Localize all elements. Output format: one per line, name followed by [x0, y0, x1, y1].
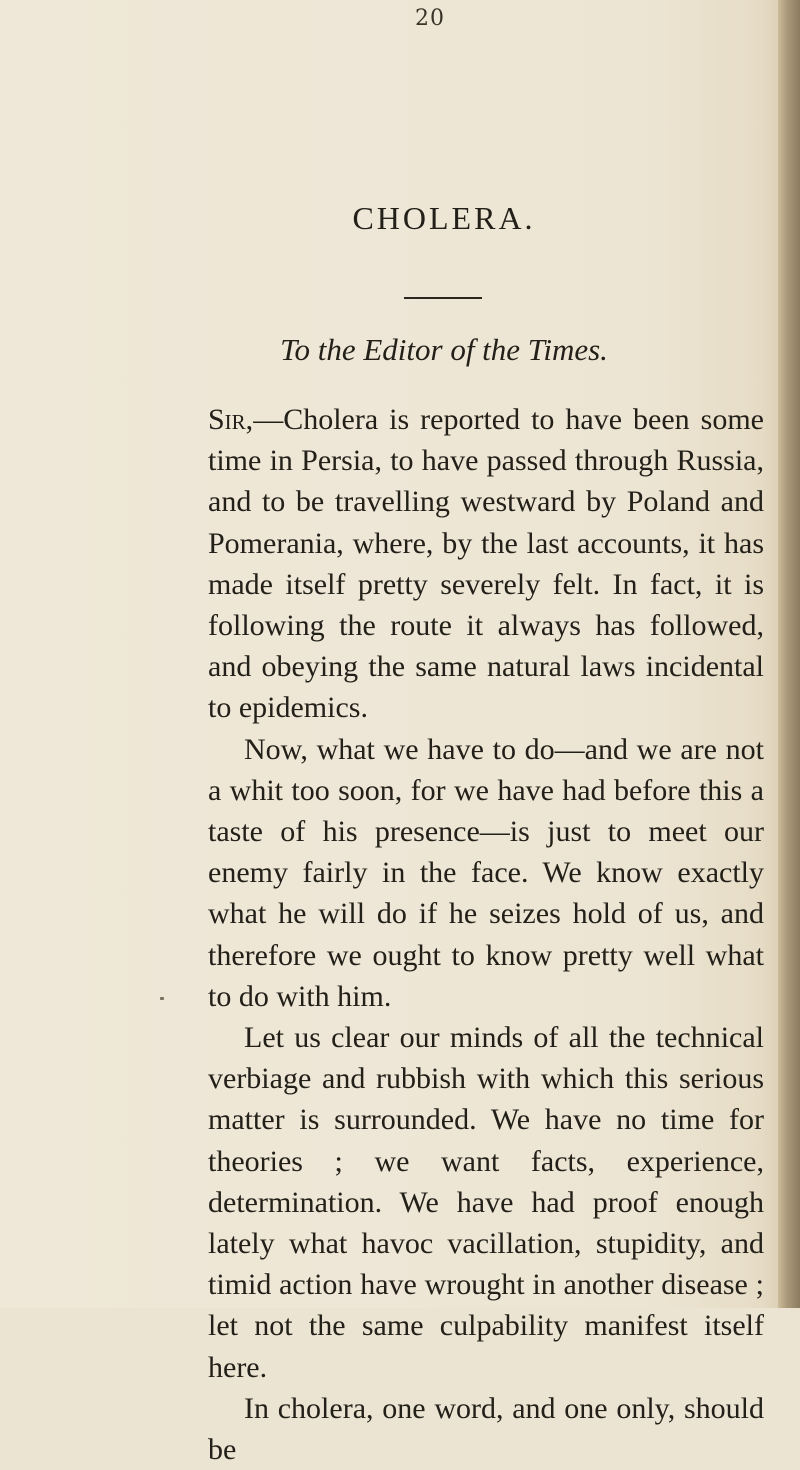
- paragraph-2: Now, what we have to do—and we are not a whit too soon, for we have had before this a taste of his presence—is just to meet our enemy fairly in the face. We know exactly what he will do if he seizes hold of us, and therefore we ought to know pretty well what to do with him.: [208, 732, 764, 1013]
- title-divider: [404, 297, 482, 299]
- paragraph-4: In cholera, one word, and one only, should be: [208, 1391, 764, 1467]
- paragraph-3: Let us clear our minds of all the technical verbiage and rubbish with which this serious matter is surrounded. We have no time for theories ; we want facts, experience, determination. We have had proof enough lately what havoc vacillation, stupidity, and timid action have wrought in another disease ; let not the same culpability manifest itself here.: [208, 1021, 764, 1384]
- letter-addressee: To the Editor of the Times.: [280, 332, 608, 367]
- print-speck: [160, 997, 164, 1000]
- letter-body: [208, 399, 764, 1470]
- article-title: CHOLERA.: [352, 200, 536, 236]
- page-binding-edge: [778, 0, 800, 1308]
- paragraph-1: [208, 399, 764, 729]
- paragraph-1-text: —Cholera is reported to have been some time in Persia, to have passed through Russia, and to be travelling westward by Poland and Pomerania, where, by the last accounts, it has made itself pretty severely felt. In fact, it is following the route it always has followed, and obeying the same natural laws incidental to epidemics.: [208, 403, 764, 725]
- page-number: 20: [415, 6, 445, 31]
- letter-salutation: Sir,: [208, 403, 254, 436]
